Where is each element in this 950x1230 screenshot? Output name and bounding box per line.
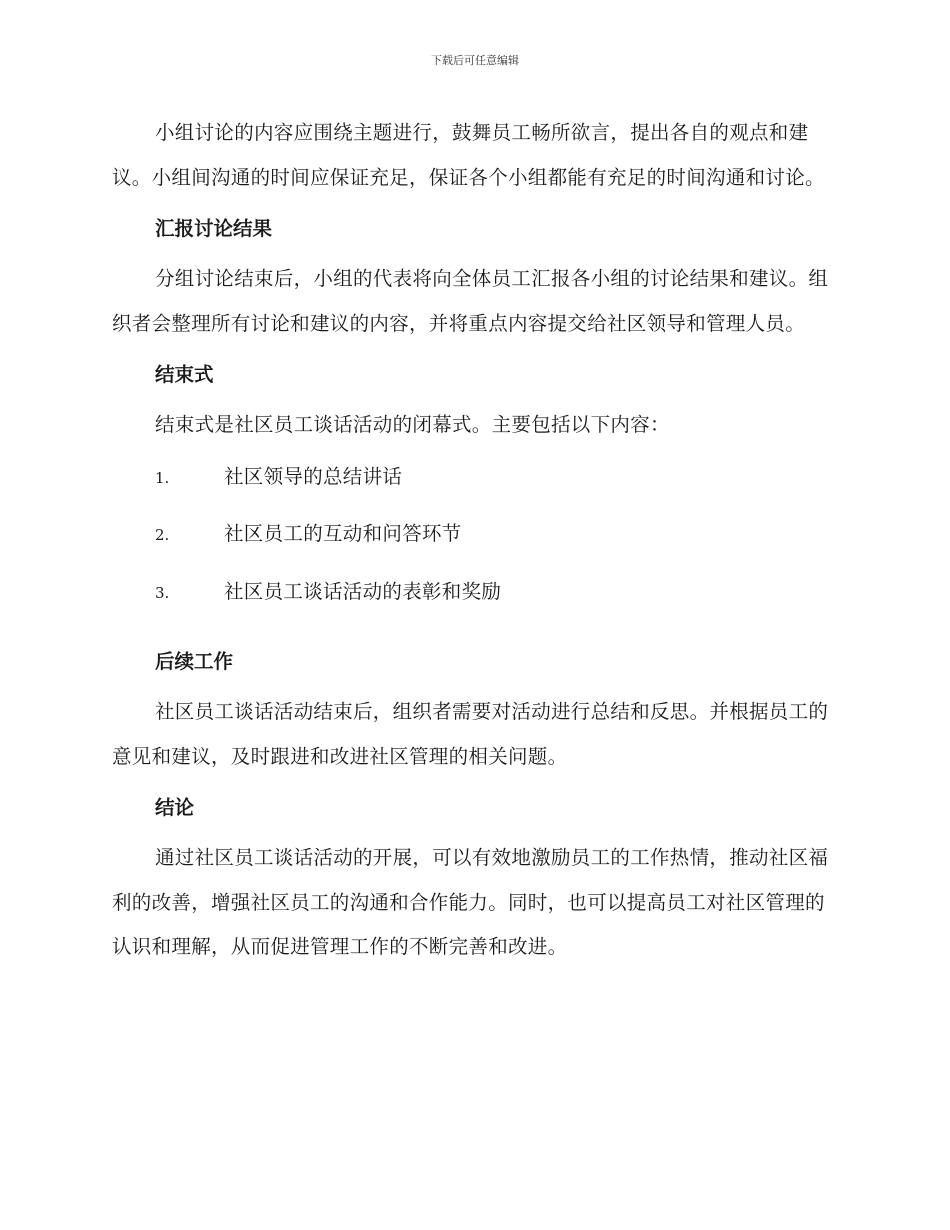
heading-follow-up: 后续工作 [155, 650, 234, 673]
list-item-text: 社区领导的总结讲话 [224, 464, 403, 488]
paragraph-follow-up: 社区员工谈话活动结束后，组织者需要对活动进行总结和反思。并根据员工的意见和建议，及时跟进和改进社区管理的相关问题。 [112, 700, 829, 768]
heading-closing-ceremony: 结束式 [155, 363, 214, 386]
page-header: 下载后可任意编辑 [431, 54, 519, 67]
list-item-text: 社区员工谈话活动的表彰和奖励 [224, 579, 502, 603]
list-item [112, 576, 832, 634]
paragraph-report-results: 分组讨论结束后，小组的代表将向全体员工汇报各小组的讨论结果和建议。组织者会整理所有讨论和建议的内容，并将重点内容提交给社区领导和管理人员。 [112, 267, 829, 335]
list-item-text: 社区员工的互动和问答环节 [224, 522, 462, 545]
paragraph-closing-ceremony: 结束式是社区员工谈话活动的闭幕式。主要包括以下内容： [155, 413, 670, 436]
heading-report-results: 汇报讨论结果 [155, 217, 273, 240]
list-item-number: 2. [155, 526, 170, 544]
paragraph-discussion-content: 小组讨论的内容应围绕主题进行，鼓舞员工畅所欲言，提出各自的观点和建议。小组间沟通的时间应保证充足，保证各个小组都能有充足的时间沟通和讨论。 [112, 121, 825, 189]
closing-items-list [112, 461, 832, 634]
heading-conclusion: 结论 [155, 796, 195, 819]
document-body [112, 111, 832, 970]
list-item [112, 518, 832, 576]
list-item-number: 3. [155, 583, 170, 602]
list-item-number: 1. [155, 468, 170, 487]
list-item [112, 461, 832, 519]
paragraph-conclusion: 通过社区员工谈话活动的开展，可以有效地激励员工的工作热情，推动社区福利的改善，增强社区员工的沟通和合作能力。同时，也可以提高员工对社区管理的认识和理解，从而促进管理工作的不断完善和改进。 [112, 846, 829, 958]
